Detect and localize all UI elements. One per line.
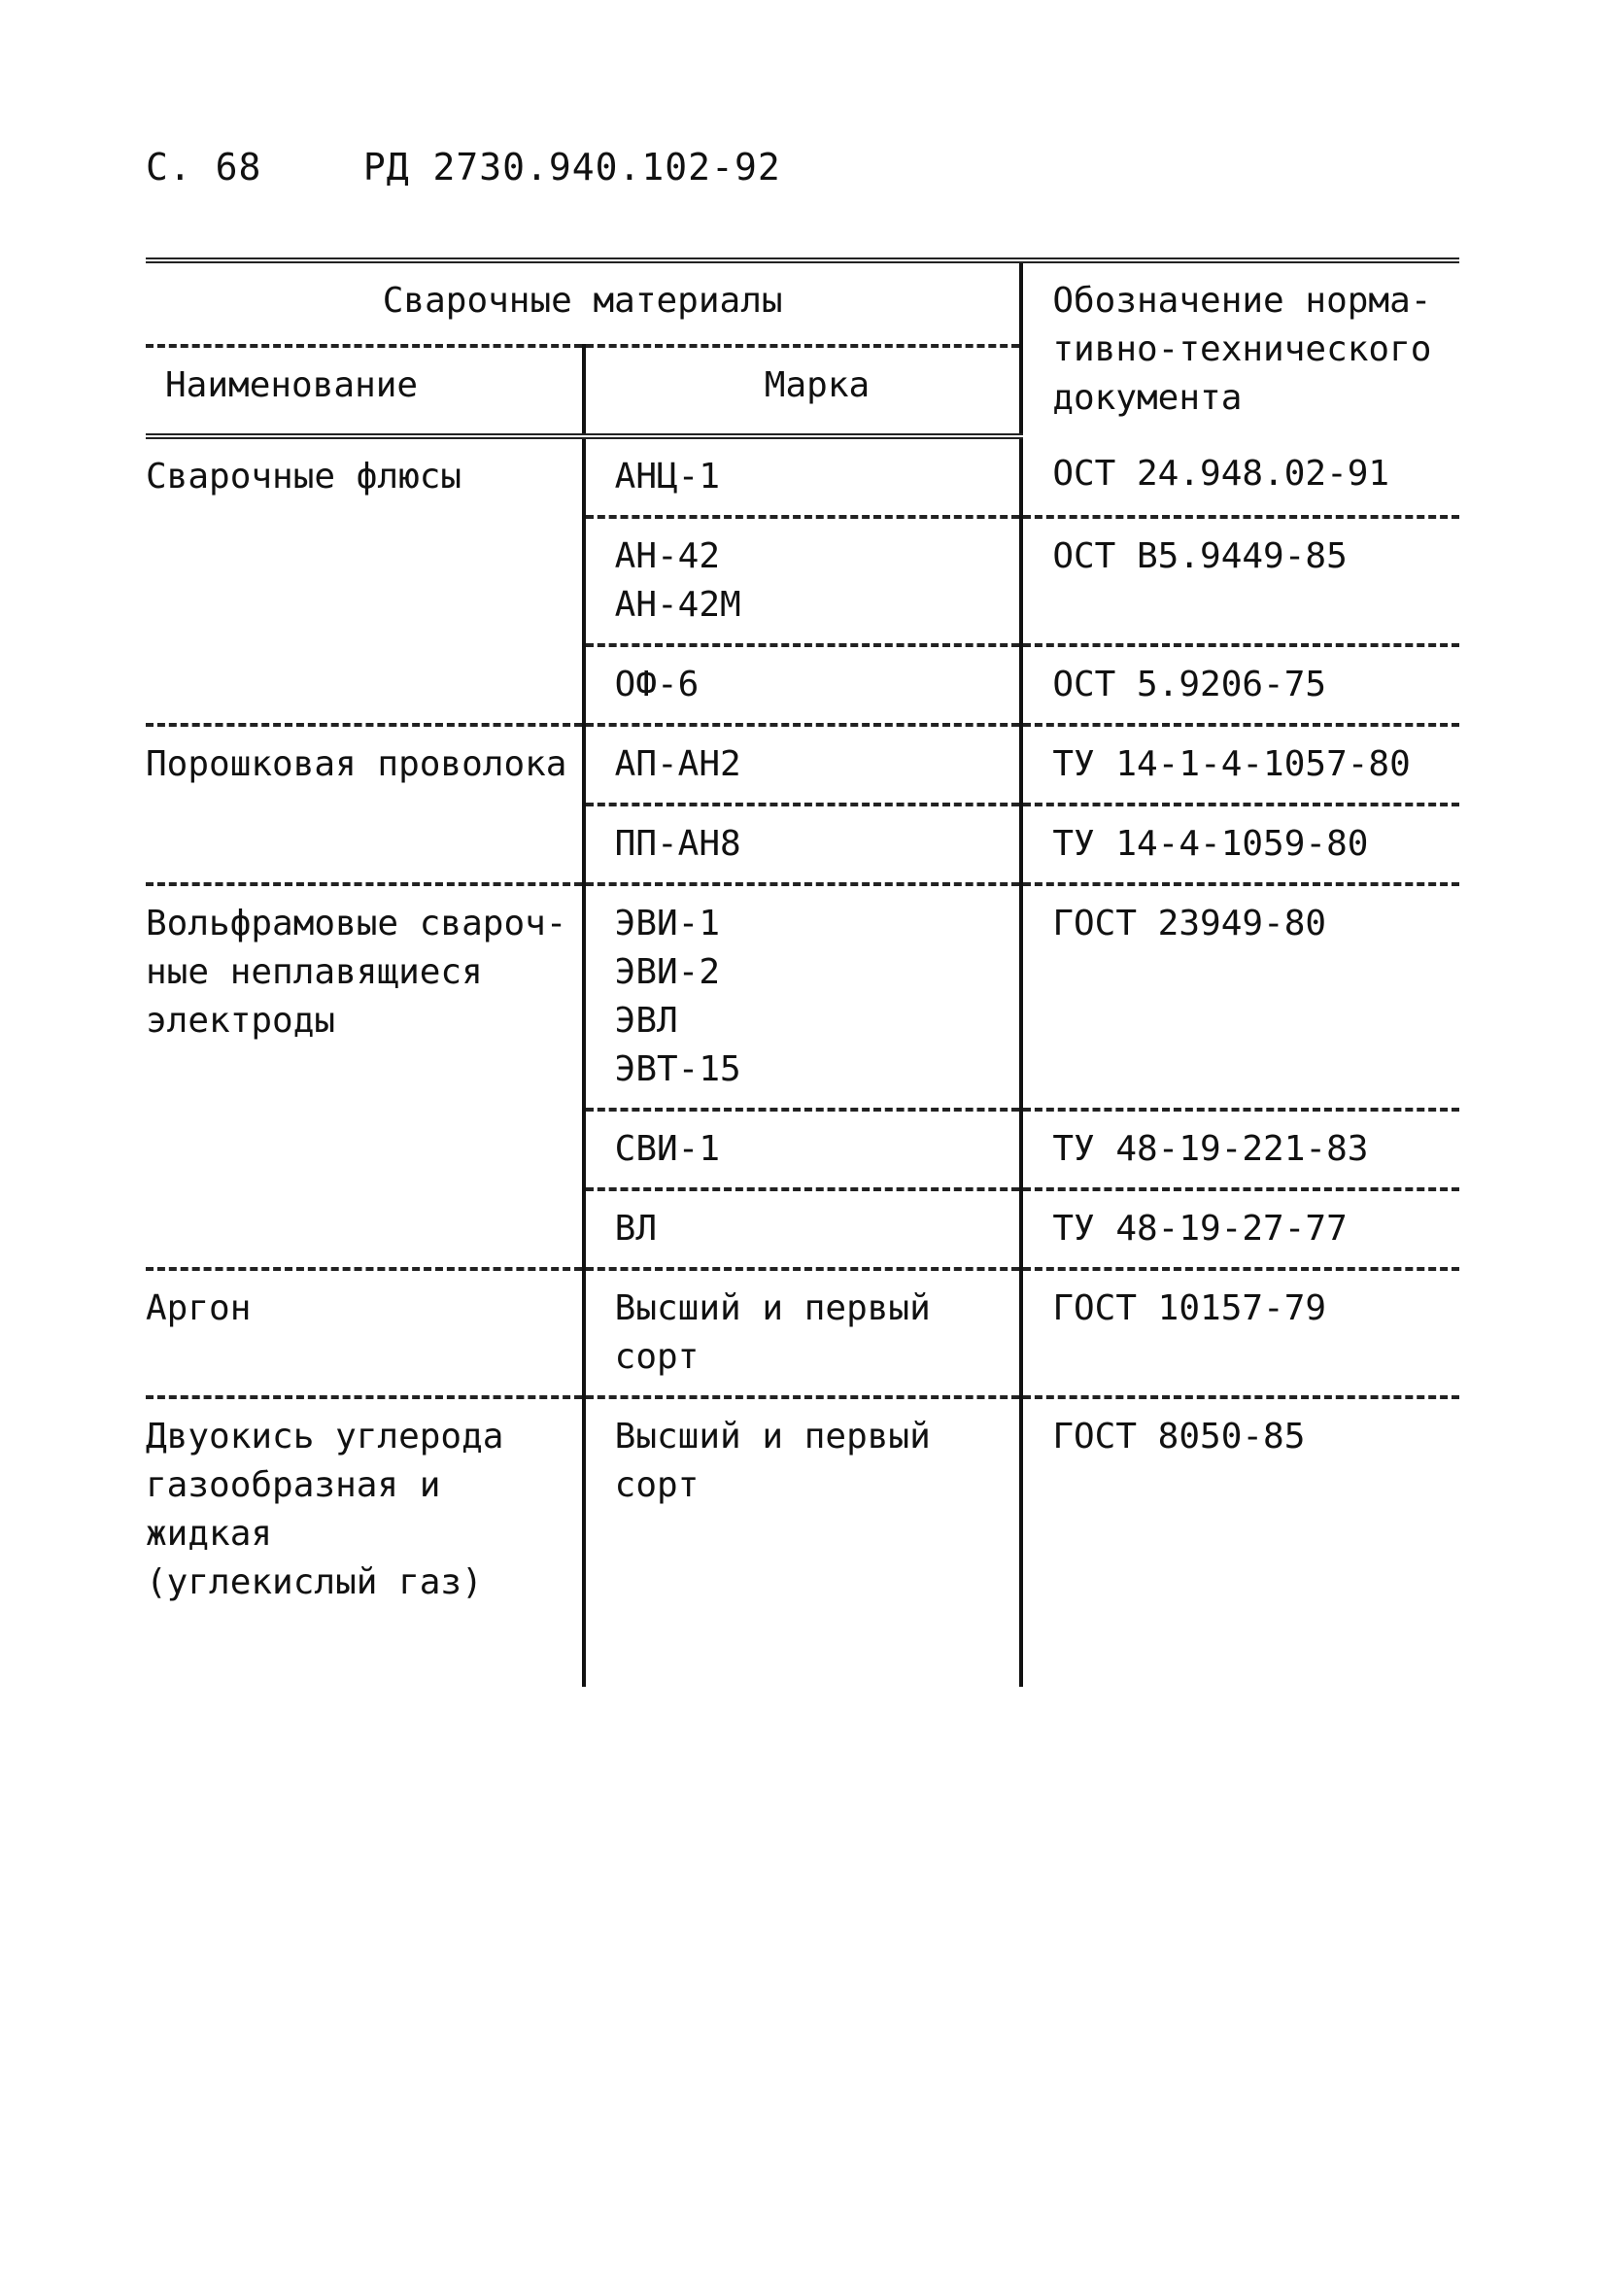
material-name-line: Двуокись углерода — [146, 1417, 504, 1456]
material-name-line: ные неплавящиеся — [146, 952, 483, 992]
brand-cell — [584, 517, 1022, 645]
brand-cell — [584, 725, 1022, 805]
material-name-cell — [146, 725, 584, 884]
material-name-cell — [146, 436, 584, 725]
brand-line: ОФ-6 — [614, 665, 700, 704]
material-name-line: электроды — [146, 1001, 336, 1041]
material-name-line: Порошковая проволока — [146, 744, 567, 784]
table-row — [146, 884, 1459, 1110]
brand-cell — [584, 884, 1022, 1110]
standard-doc-cell — [1021, 725, 1459, 805]
standard-doc-cell — [1021, 1189, 1459, 1269]
brand-line: СВИ-1 — [614, 1129, 721, 1169]
standard-doc-cell — [1021, 1397, 1459, 1621]
brand-line: Высший и первый — [614, 1417, 931, 1456]
brand-line: АН-42 — [614, 536, 721, 576]
brand-cell — [584, 1397, 1022, 1621]
standard-doc-cell — [1021, 884, 1459, 1110]
empty-cell — [584, 1621, 1022, 1687]
empty-cell — [146, 1621, 584, 1687]
standard-doc-text: ГОСТ 8050-85 — [1052, 1417, 1306, 1456]
standard-doc-text: ТУ 48-19-27-77 — [1052, 1209, 1348, 1249]
material-name-line: Сварочные флюсы — [146, 457, 462, 497]
standard-doc-cell — [1021, 805, 1459, 884]
standard-doc-cell — [1021, 436, 1459, 517]
standard-doc-text: ГОСТ 23949-80 — [1052, 904, 1327, 943]
standard-doc-cell — [1021, 517, 1459, 645]
brand-cell — [584, 436, 1022, 517]
brand-cell — [584, 1269, 1022, 1397]
header-doc-cell — [1021, 260, 1459, 436]
brand-line: АП-АН2 — [614, 744, 741, 784]
brand-line: сорт — [614, 1465, 700, 1505]
table-header-row-1 — [146, 260, 1459, 346]
brand-line: ЭВТ-15 — [614, 1049, 741, 1089]
standard-doc-cell — [1021, 1110, 1459, 1189]
page-number: С. 68 — [146, 146, 262, 188]
standard-doc-cell — [1021, 1269, 1459, 1397]
brand-line: ПП-АН8 — [614, 824, 741, 864]
brand-line: ЭВИ-2 — [614, 952, 721, 992]
material-name-line: газообразная и жидкая — [146, 1465, 441, 1554]
brand-line: сорт — [614, 1337, 700, 1377]
brand-line: ЭВИ-1 — [614, 904, 721, 943]
brand-line: АН-42М — [614, 585, 741, 625]
brand-line: АНЦ-1 — [614, 457, 721, 497]
header-group-title-text: Сварочные материалы — [382, 281, 783, 321]
header-doc-line: тивно-технического — [1052, 329, 1432, 369]
standard-doc-text: ТУ 14-1-4-1057-80 — [1052, 744, 1411, 784]
standard-doc-text: ОСТ 24.948.02-91 — [1052, 454, 1390, 494]
header-brand-text: Марка — [764, 365, 871, 406]
material-name-cell — [146, 1269, 584, 1397]
table-row — [146, 436, 1459, 517]
document-code: РД 2730.940.102-92 — [362, 146, 781, 188]
table-row — [146, 1269, 1459, 1397]
brand-cell — [584, 1110, 1022, 1189]
header-doc-line: Обозначение норма- — [1052, 281, 1432, 321]
header-name-cell — [146, 346, 584, 436]
standard-doc-text: ОСТ 5.9206-75 — [1052, 665, 1327, 704]
table-body — [146, 260, 1459, 1687]
empty-cell — [1021, 1621, 1459, 1687]
standard-doc-text: ТУ 14-4-1059-80 — [1052, 824, 1369, 864]
table-trailing-space — [146, 1621, 1459, 1687]
page-header — [146, 146, 781, 188]
welding-materials-table — [146, 257, 1459, 1687]
standard-doc-cell — [1021, 645, 1459, 725]
material-name-line: (углекислый газ) — [146, 1562, 483, 1602]
standard-doc-text: ОСТ В5.9449-85 — [1052, 536, 1348, 576]
standard-doc-text: ГОСТ 10157-79 — [1052, 1288, 1327, 1328]
header-doc-line: документа — [1052, 378, 1243, 418]
table-row — [146, 725, 1459, 805]
table-row — [146, 1397, 1459, 1621]
material-name-cell — [146, 1397, 584, 1621]
brand-cell — [584, 645, 1022, 725]
header-group-title — [146, 260, 1021, 346]
material-name-line: Аргон — [146, 1288, 252, 1328]
standard-doc-text: ТУ 48-19-221-83 — [1052, 1129, 1369, 1169]
brand-line: Высший и первый — [614, 1288, 931, 1328]
material-name-cell — [146, 884, 584, 1269]
brand-cell — [584, 805, 1022, 884]
brand-line: ЭВЛ — [614, 1001, 678, 1041]
header-brand-cell — [584, 346, 1022, 436]
brand-line: ВЛ — [614, 1209, 658, 1249]
material-name-line: Вольфрамовые свароч- — [146, 904, 567, 943]
header-name-text: Наименование — [165, 365, 419, 406]
brand-cell — [584, 1189, 1022, 1269]
